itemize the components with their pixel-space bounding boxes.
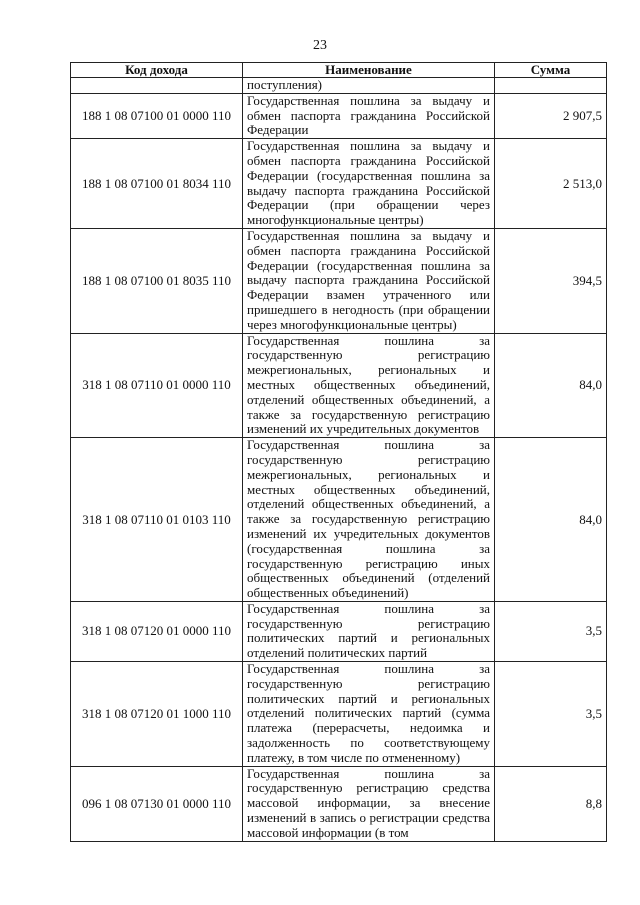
revenue-name: Государственная пошлина за государственную регистрацию политических партий и региональных отделений политических партий (сумма платежа (перерасчеты, недоимка и задолженность по соответствующему платежу, в том числе по отмененному) <box>243 662 495 767</box>
table-row <box>71 139 607 229</box>
revenue-code: 318 1 08 07110 01 0000 110 <box>71 333 243 438</box>
revenue-amount: 84,0 <box>495 333 607 438</box>
revenue-table <box>70 62 607 842</box>
revenue-code: 188 1 08 07100 01 0000 110 <box>71 93 243 138</box>
table-header-row <box>71 63 607 78</box>
revenue-code: 188 1 08 07100 01 8034 110 <box>71 139 243 229</box>
table-row <box>71 333 607 438</box>
header-name: Наименование <box>243 63 495 78</box>
table-row <box>71 601 607 661</box>
revenue-amount: 2 513,0 <box>495 139 607 229</box>
revenue-name: Государственная пошлина за выдачу и обмен паспорта гражданина Российской Федерации (государственная пошлина за выдачу паспорта гражданина Российской Федерации взамен утраченного или пришедшего в негодность (при обращении через многофункциональные центры) <box>243 228 495 333</box>
header-code: Код дохода <box>71 63 243 78</box>
table-row <box>71 766 607 841</box>
revenue-name: Государственная пошлина за выдачу и обмен паспорта гражданина Российской Федерации <box>243 93 495 138</box>
page-number: 23 <box>313 38 327 53</box>
revenue-name: Государственная пошлина за выдачу и обмен паспорта гражданина Российской Федерации (государственная пошлина за выдачу паспорта гражданина Российской Федерации (при обращении через многофункциональные центры) <box>243 139 495 229</box>
revenue-amount: 3,5 <box>495 601 607 661</box>
revenue-code: 318 1 08 07110 01 0103 110 <box>71 438 243 602</box>
revenue-code: 318 1 08 07120 01 1000 110 <box>71 662 243 767</box>
revenue-name: поступления) <box>243 78 495 94</box>
table-row <box>71 228 607 333</box>
revenue-name: Государственная пошлина за государственную регистрацию межрегиональных, региональных и местных общественных объединений, отделений общественных объединений, а также за государственную регистрацию изменений их учредительных документов (государственная пошлина за государственную регистрацию иных общественных объединений (отделений общественных объединений) <box>243 438 495 602</box>
revenue-code <box>71 78 243 94</box>
revenue-amount: 3,5 <box>495 662 607 767</box>
table-row <box>71 78 607 94</box>
revenue-code: 188 1 08 07100 01 8035 110 <box>71 228 243 333</box>
revenue-name: Государственная пошлина за государственную регистрацию межрегиональных, региональных и местных общественных объединений, отделений общественных объединений, а также за государственную регистрацию изменений их учредительных документов <box>243 333 495 438</box>
revenue-code: 318 1 08 07120 01 0000 110 <box>71 601 243 661</box>
table-row <box>71 93 607 138</box>
table-row <box>71 438 607 602</box>
revenue-amount <box>495 78 607 94</box>
revenue-code: 096 1 08 07130 01 0000 110 <box>71 766 243 841</box>
revenue-amount: 84,0 <box>495 438 607 602</box>
table-row <box>71 662 607 767</box>
revenue-amount: 8,8 <box>495 766 607 841</box>
revenue-amount: 2 907,5 <box>495 93 607 138</box>
revenue-name: Государственная пошлина за государственную регистрацию средства массовой информации, за внесение изменений в запись о регистрации средства массовой информации (в том <box>243 766 495 841</box>
revenue-amount: 394,5 <box>495 228 607 333</box>
header-amount: Сумма <box>495 63 607 78</box>
revenue-name: Государственная пошлина за государственную регистрацию политических партий и региональных отделений политических партий <box>243 601 495 661</box>
